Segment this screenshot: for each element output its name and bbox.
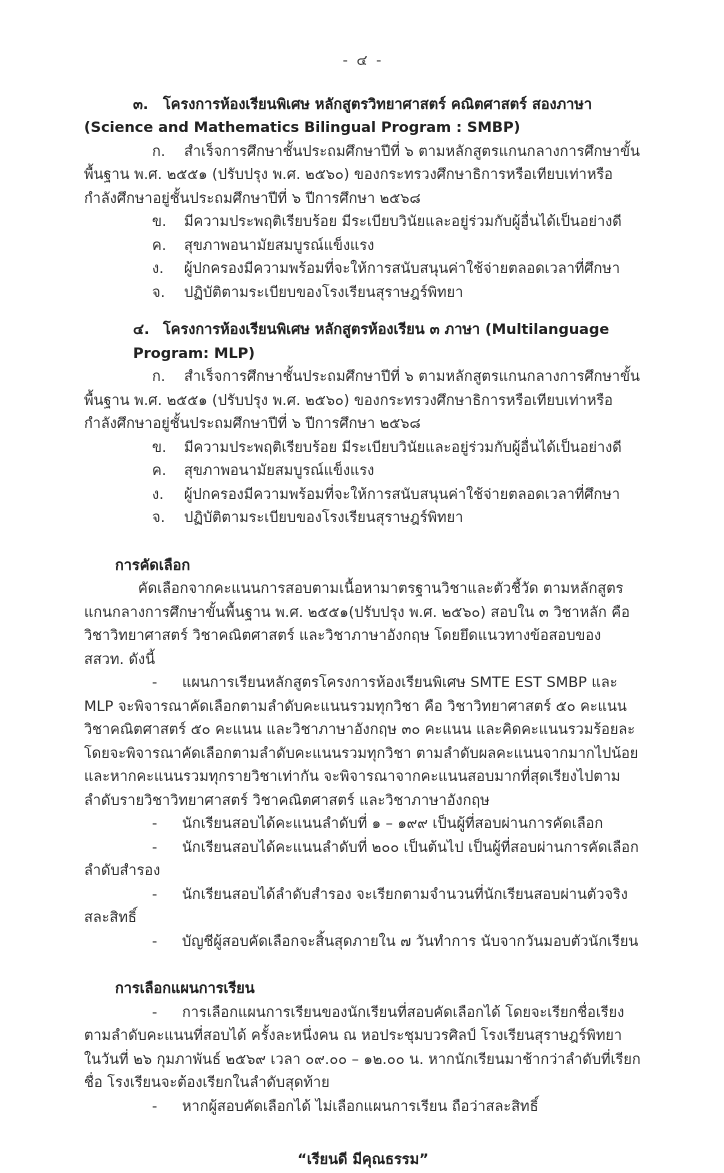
qualification-text: สุขภาพอนามัยสมบูรณ์แข็งแรง (184, 463, 375, 479)
qualification-text: มีความประพฤติเรียบร้อย มีระเบียบวินัยและอยู่ร่วมกับผู้อื่นได้เป็นอย่างดี (184, 214, 622, 230)
qualification-label: ง. (152, 486, 164, 503)
plan-selection-heading: การเลือกแผนการเรียน (115, 981, 255, 997)
section-smbp (84, 94, 642, 306)
section-plan-selection (84, 978, 642, 1119)
qualification-label: ก. (152, 143, 166, 160)
bullet-text: นักเรียนสอบได้คะแนนลำดับที่ ๒๐๐ เป็นต้นไป เป็นผู้ที่สอบผ่านการคัดเลือกลำดับสำรอง (84, 839, 639, 879)
dash-marker: - (152, 816, 158, 832)
qualification-text: ปฏิบัติตามระเบียบของโรงเรียนสุราษฎร์พิทยา (184, 510, 464, 526)
dash-marker: - (152, 1098, 158, 1115)
section-mlp (84, 319, 642, 531)
qualification-text: สำเร็จการศึกษาชั้นประถมศึกษาปีที่ ๖ ตามหลักสูตรแกนกลางการศึกษาขั้นพื้นฐาน พ.ศ. ๒๕๕๑ (ปรับปรุง พ.ศ. ๒๕๖๐) ของกระทรวงศึกษาธิการหรือเทียบเท่าหรือกำลังศึกษาอยู่ชั้นประถมศึกษาปีที่ ๖ ปีการศึกษา ๒๕๖๘ (84, 369, 640, 432)
section-title: โครงการห้องเรียนพิเศษ หลักสูตรวิทยาศาสตร์ คณิตศาสตร์ สองภาษา (163, 96, 593, 113)
section-smbp-heading (133, 94, 642, 118)
bullet-text: แผนการเรียนหลักสูตรโครงการห้องเรียนพิเศษ SMTE EST SMBP และ MLP จะพิจารณาคัดเลือกตามลำดับคะแนนรวมทุกวิชา คือ วิชาวิทยาศาสตร์ ๕๐ คะแนน วิชาคณิตศาสตร์ ๕๐ คะแนน และวิชาภาษาอังกฤษ ๓๐ คะแนน และคิดคะแนนรวมร้อยละ โดยจะพิจารณาคัดเลือกตามลำดับคะแนนรวมทุกวิชา ตามลำดับผลคะแนนจากมากไปน้อย และหากคะแนนรวมทุกรายวิชาเท่ากัน จะพิจารณาจากคะแนนสอบมากที่สุดเรียงไปตามลำดับรายวิชาวิทยาศาสตร์ วิชาคณิตศาสตร์ และวิชาภาษาอังกฤษ (84, 675, 639, 809)
bullet-text: นักเรียนสอบได้คะแนนลำดับที่ ๑ – ๑๙๙ เป็นผู้ที่สอบผ่านการคัดเลือก (182, 816, 604, 832)
qualification-label: ง. (152, 261, 164, 277)
qualification-item (84, 484, 642, 508)
bullet-text: บัญชีผู้สอบคัดเลือกจะสิ้นสุดภายใน ๗ วันทำการ นับจากวันมอบตัวนักเรียน (182, 933, 639, 950)
dash-marker: - (152, 675, 158, 691)
selection-bullet (84, 931, 642, 955)
selection-bullet (84, 884, 642, 931)
selection-bullet (84, 813, 642, 837)
qualification-text: ปฏิบัติตามระเบียบของโรงเรียนสุราษฎร์พิทยา (184, 284, 464, 301)
dash-marker: - (152, 933, 158, 950)
qualification-text: สำเร็จการศึกษาชั้นประถมศึกษาปีที่ ๖ ตามหลักสูตรแกนกลางการศึกษาขั้นพื้นฐาน พ.ศ. ๒๕๕๑ (ปรับปรุง พ.ศ. ๒๕๖๐) ของกระทรวงศึกษาธิการหรือเทียบเท่าหรือกำลังศึกษาอยู่ชั้นประถมศึกษาปีที่ ๖ ปีการศึกษา ๒๕๖๘ (84, 143, 640, 207)
qualification-item (84, 460, 642, 484)
qualification-text: มีความประพฤติเรียบร้อย มีระเบียบวินัยและอยู่ร่วมกับผู้อื่นได้เป็นอย่างดี (184, 439, 622, 456)
bullet-text: หากผู้สอบคัดเลือกได้ ไม่เลือกแผนการเรียน ถือว่าสละสิทธิ์ (182, 1098, 539, 1115)
bullet-text: การเลือกแผนการเรียนของนักเรียนที่สอบคัดเลือกได้ โดยจะเรียกชื่อเรียงตามลำดับคะแนนที่สอบได้ ครั้งละหนึ่งคน ณ หอประชุมบวรศิลป์ โรงเรียนสุราษฎร์พิทยา ในวันที่ ๒๖ กุมภาพันธ์ ๒๕๖๙ เวลา ๐๙.๐๐ – ๑๒.๐๐ น. หากนักเรียนมาช้ากว่าลำดับที่เรียกชื่อ โรงเรียนจะต้องเรียกในลำดับสุดท้าย (84, 1004, 641, 1091)
plan-selection-bullet (84, 1002, 642, 1096)
section-title: โครงการห้องเรียนพิเศษ หลักสูตรห้องเรียน ๓ ภาษา (Multilanguage Program: MLP) (133, 322, 610, 362)
selection-bullet (84, 672, 642, 813)
qualification-item (84, 211, 642, 235)
dash-marker: - (152, 839, 158, 856)
qualification-item (84, 366, 642, 437)
qualification-item (84, 282, 642, 306)
qualification-text: ผู้ปกครองมีความพร้อมที่จะให้การสนับสนุนค่าใช้จ่ายตลอดเวลาที่ศึกษา (184, 486, 620, 503)
section-number: ๔. (133, 322, 150, 338)
school-motto: “เรียนดี มีคุณธรรม” (297, 1152, 429, 1168)
qualification-label: จ. (152, 510, 166, 526)
dash-marker: - (152, 886, 158, 903)
qualification-text: สุขภาพอนามัยสมบูรณ์แข็งแรง (184, 237, 375, 254)
qualification-item (84, 141, 642, 212)
qualification-label: ค. (152, 463, 167, 479)
section-number: ๓. (133, 96, 149, 113)
dash-marker: - (152, 1004, 158, 1021)
page-number: - ๔ - (342, 53, 384, 69)
selection-heading: การคัดเลือก (115, 557, 191, 574)
qualification-item (84, 437, 642, 461)
qualification-text: ผู้ปกครองมีความพร้อมที่จะให้การสนับสนุนค่าใช้จ่ายตลอดเวลาที่ศึกษา (184, 261, 620, 277)
qualification-label: ก. (152, 369, 166, 385)
selection-intro: คัดเลือกจากคะแนนการสอบตามเนื้อหามาตรฐานวิชาและตัวชี้วัด ตามหลักสูตรแกนกลางการศึกษาขั้นพื้นฐาน พ.ศ. ๒๕๕๑(ปรับปรุง พ.ศ. ๒๕๖๐) สอบใน ๓ วิชาหลัก คือ วิชาวิทยาศาสตร์ วิชาคณิตศาสตร์ และวิชาภาษาอังกฤษ โดยยึดแนวทางข้อสอบของ สสวท. ดังนี้ (84, 581, 630, 668)
qualification-label: ข. (152, 214, 167, 230)
qualification-label: จ. (152, 284, 166, 301)
section-mlp-heading (133, 319, 642, 366)
qualification-item (84, 258, 642, 282)
section-smbp-heading-en: (Science and Mathematics Bilingual Program : SMBP) (84, 120, 521, 136)
plan-selection-bullet (84, 1096, 642, 1120)
qualification-label: ข. (152, 439, 167, 456)
selection-bullet (84, 837, 642, 884)
qualification-label: ค. (152, 237, 167, 254)
qualification-item (84, 507, 642, 531)
qualification-item (84, 235, 642, 259)
section-selection (84, 555, 642, 955)
bullet-text: นักเรียนสอบได้ลำดับสำรอง จะเรียกตามจำนวนที่นักเรียนสอบผ่านตัวจริงสละสิทธิ์ (84, 886, 628, 926)
